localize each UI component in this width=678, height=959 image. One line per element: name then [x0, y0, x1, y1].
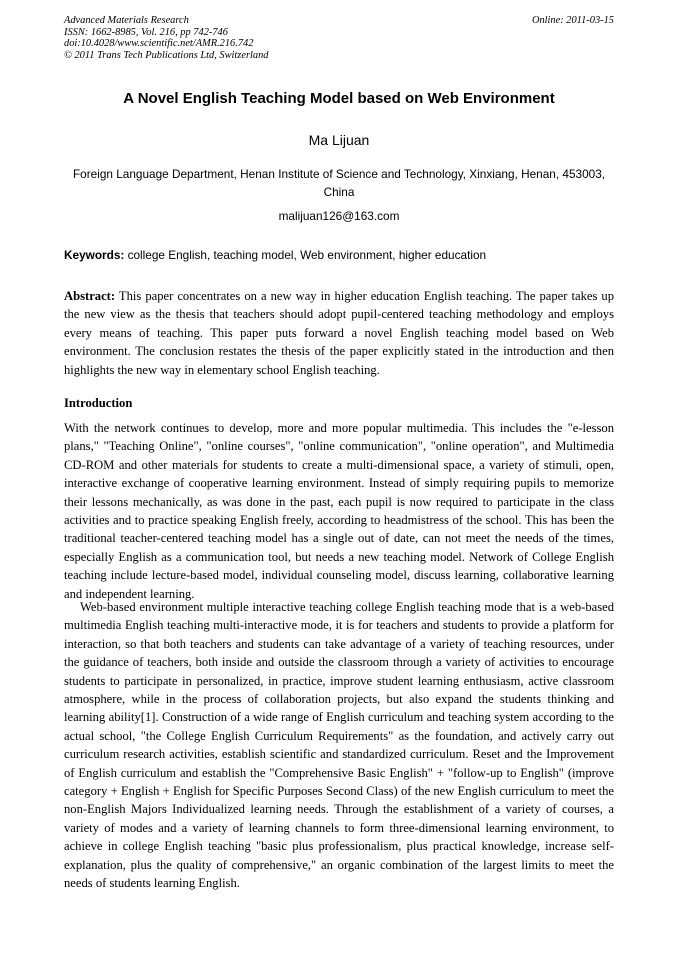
doi-line: doi:10.4028/www.scientific.net/AMR.216.742: [64, 38, 254, 50]
online-date: Online: 2011-03-15: [531, 15, 614, 26]
author-name: Ma Lijuan: [308, 132, 370, 148]
copyright-line: © 2011 Trans Tech Publications Ltd, Switzerland: [64, 49, 269, 61]
paper-title: A Novel English Teaching Model based on Web Environment: [123, 90, 555, 107]
keywords: [64, 248, 614, 262]
abstract-text: This paper concentrates on a new way in higher education English teaching. The paper takes up the new view as the thesis that teachers should adopt pupil-centered teaching methodology and employs every means of teaching. This paper puts forward a novel English teaching model based on Web environment. The conclusion restates the thesis of the paper explicitly stated in the introduction and then highlights the new way in elementary school English teaching.: [64, 289, 614, 377]
journal-info: [64, 15, 268, 61]
abstract-label: Abstract:: [64, 289, 116, 303]
affiliation: Foreign Language Department, Henan Institute of Science and Technology, Xinxiang, Henan, 453003, China: [72, 167, 606, 199]
keywords-label: Keywords:: [64, 248, 125, 262]
keywords-text: college English, teaching model, Web environment, higher education: [127, 248, 487, 262]
journal-name: Advanced Materials Research: [64, 15, 189, 26]
intro-paragraph-2: Web-based environment multiple interactive teaching college English teaching mode that is a web-based multimedia English teaching multi-interactive mode, it is for teachers and students to provide a platform for interaction, so that both teachers and students can take advantage of a variety of teaching resources, under the guidance of teachers, both inside and outside the classroom through a variety of activities to encourage students to participate in personalized, in practice, improve student learning enthusiasm, active classroom atmosphere, while in the process of collaboration projects, but also expand the students thinking and learning ability[1]. Construction of a wide range of English curriculum and teaching system according to the actual school, "the College English Curriculum Requirements" as the foundation, and actively carry out curriculum research activities, establish scientific and standardized curriculum. Reset and the Improvement of English curriculum and establish the "Comprehensive Basic English" + "follow-up to English" (improve category + English + English for Specific Purposes Second Class) of the new English curriculum to meet the non-English Majors Individualized learning needs. Through the establishment of a variety of courses, a variety of modes and a variety of learning channels to form three-dimensional learning environment, to achieve in college English teaching "basic plus professionalism, plus practical knowledge, increase self-explanation, plus the quality of comprehensive," an organic combination of the largest limits to meet the needs of students learning English.: [64, 600, 614, 891]
intro-paragraph-1: With the network continues to develop, more and more popular multimedia. This includes the "e-lesson plans," "Teaching Online", "online courses", "online communication", "online operation", and Multimedia CD-ROM and other materials for students to create a multi-dimensional space, a variety of stimuli, open, interactive exchange of cooperative learning environment. Instead of simply requiring pupils to memorize their lessons mechanically, as was done in the past, each pupil is now required to participate in the class activities and to practice speaking English freely, according to headmistress of the school. This has been the traditional teacher-centered teaching model has a single out of date, can not meet the needs of the times, especially English as a communication tool, but needs a new teaching model. Network of College English teaching include lecture-based model, individual counseling model, discuss learning, collaborative learning and independent learning.: [64, 421, 614, 601]
author-email: malijuan126@163.com: [278, 209, 400, 223]
issn-line: ISSN: 1662-8985, Vol. 216, pp 742-746: [64, 26, 228, 38]
abstract: [64, 287, 614, 379]
section-heading-introduction: Introduction: [64, 396, 133, 410]
